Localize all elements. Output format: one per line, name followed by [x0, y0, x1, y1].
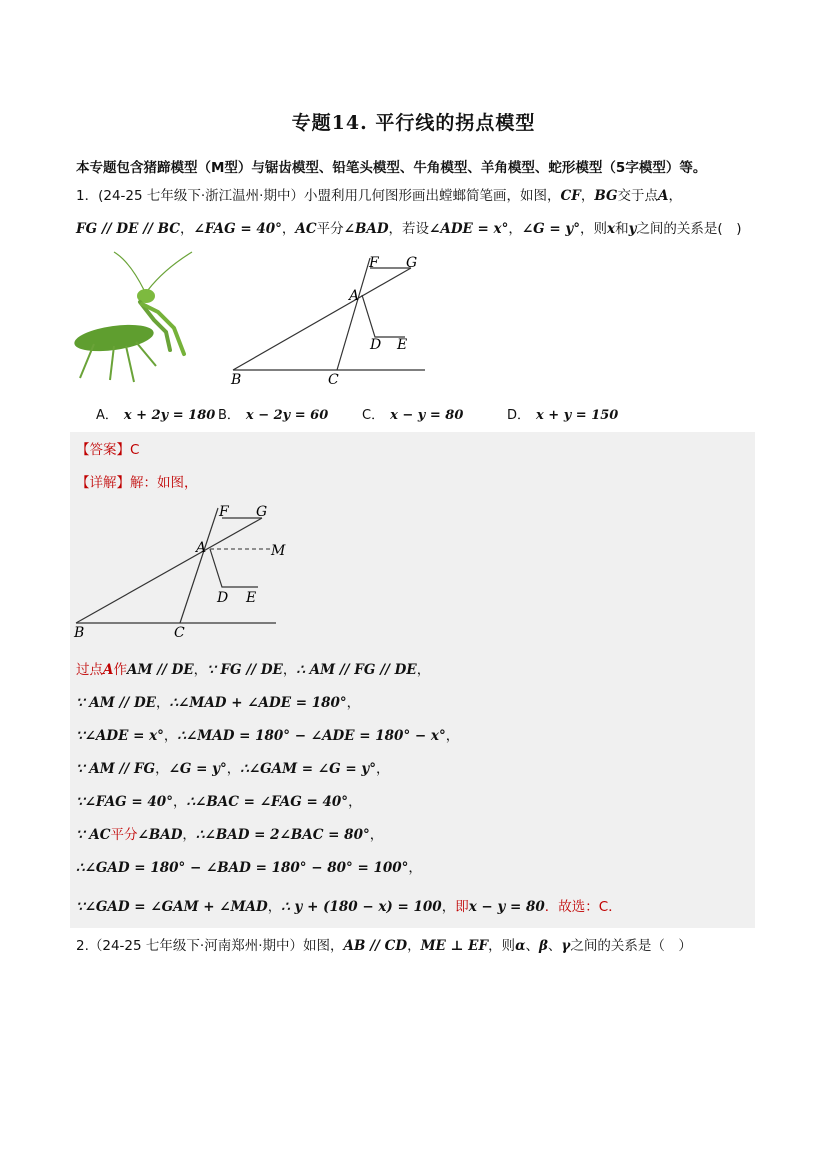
math: ME ⊥ EF — [420, 938, 489, 954]
math: ∴ y + (180 − x) = 100 — [281, 899, 442, 915]
text: ，若设 — [388, 221, 430, 237]
q1-text: 1．(24-25 七年级下·浙江温州·期中）小盟利用几何图形画出螳螂简笔画，如图， — [76, 188, 561, 204]
text: 之间的关系是( ) — [636, 221, 742, 237]
text: ，则 — [580, 221, 607, 237]
math: α — [515, 938, 526, 954]
solution-step — [76, 658, 430, 678]
math: ∵∠GAD = ∠GAM + ∠MAD — [76, 899, 268, 915]
fig2-label-e: E — [246, 590, 257, 606]
math: ∴ AM // FG // DE — [296, 662, 417, 678]
fig1-label-g: G — [406, 255, 418, 271]
text: 即 — [455, 899, 469, 915]
fig2-label-c: C — [174, 625, 185, 641]
text: ， — [282, 662, 297, 678]
math: ∵∠FAG = 40° — [76, 794, 173, 810]
text: ．故选： — [544, 899, 599, 915]
math: ∠G = y° — [168, 761, 227, 777]
fig1-label-b: B — [231, 372, 242, 388]
math: x − y = 80 — [468, 899, 545, 915]
math: AC — [295, 221, 317, 237]
text: 、 — [525, 938, 539, 954]
text: ， — [416, 662, 431, 678]
answer-value: C — [130, 442, 140, 458]
math: γ — [561, 938, 571, 954]
q2-line — [76, 934, 692, 954]
solution-step — [76, 757, 389, 777]
text: 和 — [615, 221, 629, 237]
fig2-label-m: M — [271, 543, 286, 559]
text: ， — [226, 761, 241, 777]
option-a[interactable] — [96, 404, 215, 423]
math: ∵ AC — [76, 827, 111, 843]
math: A — [103, 662, 114, 678]
option-letter: C． — [362, 408, 385, 423]
text: C — [598, 899, 609, 915]
text: ， — [281, 221, 296, 237]
text: ， — [346, 695, 361, 711]
text: 过点 — [76, 662, 103, 678]
fig1-label-d: D — [370, 337, 382, 353]
math: y — [628, 221, 637, 237]
option-text: x + y = 150 — [536, 408, 619, 423]
solution-step — [76, 823, 383, 843]
math: ∴∠MAD + ∠ADE = 180° — [169, 695, 347, 711]
text: ， — [172, 794, 187, 810]
math: AM // DE — [126, 662, 194, 678]
text: ， — [375, 761, 390, 777]
option-letter: B． — [218, 408, 240, 423]
option-letter: D． — [507, 408, 531, 423]
answer-label: 【答案】 — [76, 442, 130, 458]
math: AB // CD — [343, 938, 408, 954]
text: ， — [155, 761, 169, 777]
text: ， — [267, 899, 282, 915]
math: BG — [594, 188, 618, 204]
math: ∵ AM // DE — [76, 695, 156, 711]
fig2-label-d: D — [217, 590, 229, 606]
solution-step — [76, 724, 459, 744]
q1-figure — [225, 250, 430, 390]
fig1-label-a: A — [349, 288, 360, 304]
solution-step — [76, 856, 422, 876]
text: ， — [348, 794, 362, 810]
math: A — [658, 188, 669, 204]
text: ， — [163, 728, 178, 744]
solution-figure — [72, 500, 287, 642]
math: ∴∠MAD = 180° − ∠ADE = 180° − x° — [177, 728, 446, 744]
math: x — [607, 221, 616, 237]
option-letter: A． — [96, 408, 118, 423]
fig2-label-a: A — [196, 540, 207, 556]
intro-text: 本专题包含猪蹄模型（M型）与锯齿模型、铅笔头模型、牛角模型、羊角模型、蛇形模型（5字模型）等。 — [76, 160, 707, 176]
q1-line1 — [76, 184, 682, 204]
math: ∠ADE = x° — [429, 221, 509, 237]
answer-line — [76, 438, 139, 458]
page-title: 专题14. 平行线的拐点模型 — [291, 112, 536, 134]
q1-line2 — [76, 217, 741, 237]
text: ， — [580, 188, 595, 204]
fig2-label-f: F — [219, 504, 229, 520]
text: ，则 — [488, 938, 516, 954]
math: FG // DE // BC — [76, 221, 181, 237]
option-text: x − y = 80 — [390, 408, 464, 423]
math: CF — [560, 188, 581, 204]
text: 、 — [547, 938, 562, 954]
text: ， — [408, 860, 422, 876]
detail-text: 解：如图， — [130, 475, 198, 491]
text: ， — [508, 221, 522, 237]
text: ， — [445, 728, 460, 744]
math: ∠G = y° — [521, 221, 580, 237]
solution-step — [76, 691, 360, 711]
text: ， — [155, 695, 170, 711]
detail-line — [76, 471, 198, 491]
solution-step — [76, 790, 362, 810]
fig2-label-g: G — [256, 504, 268, 520]
math: ∴∠GAM = ∠G = y° — [240, 761, 376, 777]
text: ， — [407, 938, 421, 954]
fig2-label-b: B — [74, 625, 85, 641]
option-d[interactable] — [507, 404, 618, 423]
math: ∠BAD — [137, 827, 183, 843]
fig1-label-c: C — [328, 372, 339, 388]
text: 2.（24-25 七年级下·河南郑州·期中）如图， — [76, 938, 344, 954]
text: 作 — [113, 662, 127, 678]
option-text: x + 2y = 180 — [123, 408, 216, 423]
math: β — [538, 938, 548, 954]
text: ， — [193, 662, 208, 678]
fig1-label-e: E — [397, 337, 408, 353]
math: ∵∠ADE = x° — [76, 728, 164, 744]
text: ， — [441, 899, 456, 915]
math: ∴∠BAC = ∠FAG = 40° — [186, 794, 349, 810]
solution-step — [76, 895, 622, 915]
text: 平分 — [110, 827, 138, 843]
text: ， — [668, 188, 682, 204]
math: ∠FAG = 40° — [193, 221, 282, 237]
text: 平分 — [316, 221, 344, 237]
text: 交于点 — [617, 188, 659, 204]
math: ∵ FG // DE — [207, 662, 283, 678]
option-text: x − 2y = 60 — [245, 408, 329, 423]
detail-label: 【详解】 — [76, 475, 130, 491]
text: ． — [608, 899, 622, 915]
text: ， — [180, 221, 194, 237]
math: ∵ AM // FG — [76, 761, 156, 777]
math: ∴∠BAD = 2∠BAC = 80° — [195, 827, 370, 843]
fig1-label-f: F — [369, 255, 379, 271]
mantis-image — [74, 250, 196, 385]
option-b[interactable] — [218, 404, 328, 423]
text: ， — [369, 827, 384, 843]
text: 之间的关系是（ ） — [570, 938, 692, 954]
text: ， — [182, 827, 196, 843]
option-c[interactable] — [362, 404, 463, 423]
math: ∴∠GAD = 180° − ∠BAD = 180° − 80° = 100° — [76, 860, 409, 876]
math: ∠BAD — [343, 221, 389, 237]
